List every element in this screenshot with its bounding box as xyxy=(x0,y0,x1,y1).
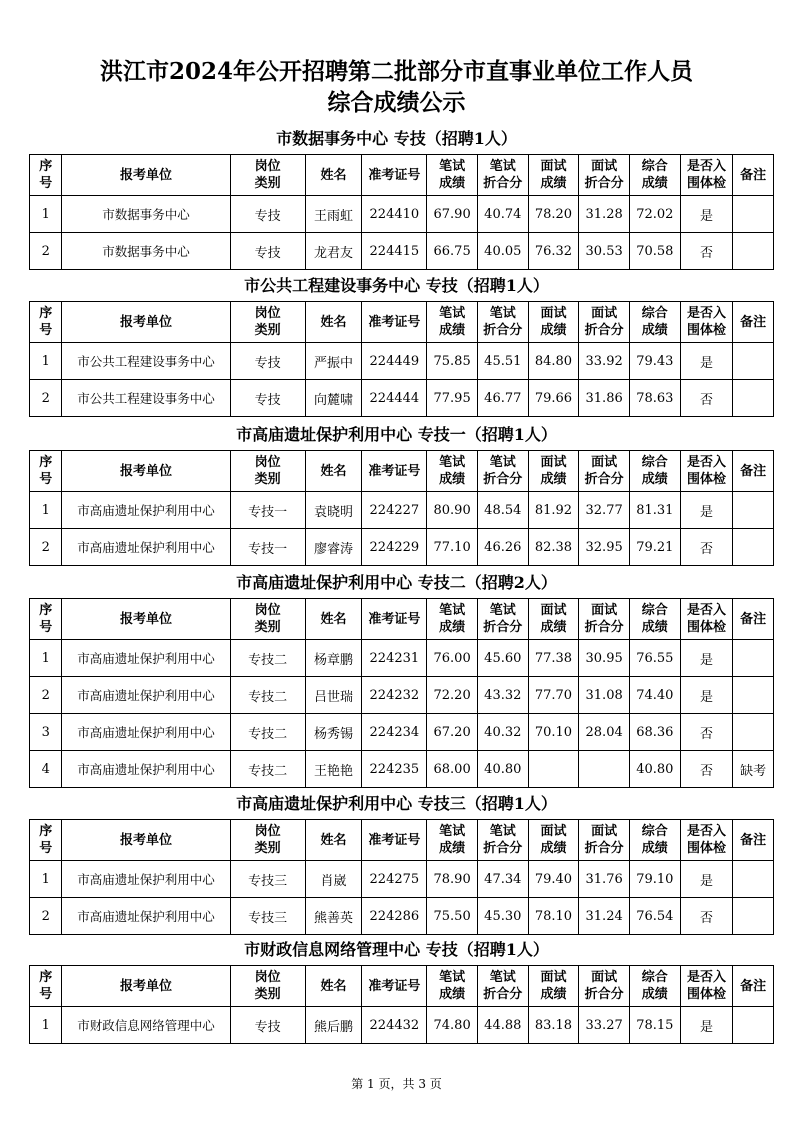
header-row xyxy=(30,155,774,196)
section-title: 市财政信息网络管理中心 专技（招聘1人） xyxy=(244,940,549,959)
table-cell: 79.66 xyxy=(528,380,579,417)
table-cell: 77.95 xyxy=(427,380,478,417)
table-cell: 224231 xyxy=(362,640,427,677)
table-cell: 31.76 xyxy=(579,861,630,898)
table-row xyxy=(30,343,774,380)
table-cell: 1 xyxy=(30,343,62,380)
header-row xyxy=(30,599,774,640)
table-cell: 否 xyxy=(680,233,733,270)
results-table xyxy=(29,301,774,417)
table-cell: 44.88 xyxy=(477,1007,528,1044)
section-title: 市高庙遗址保护利用中心 专技二（招聘2人） xyxy=(236,573,557,592)
table-cell: 67.90 xyxy=(427,196,478,233)
table-cell: 78.20 xyxy=(528,196,579,233)
table-cell: 专技 xyxy=(230,196,305,233)
table-cell xyxy=(733,861,774,898)
column-header: 报考单位 xyxy=(62,451,230,492)
table-cell: 是 xyxy=(680,1007,733,1044)
section-title: 市公共工程建设事务中心 专技（招聘1人） xyxy=(244,276,549,295)
table-cell: 75.50 xyxy=(427,898,478,935)
table-cell: 市高庙遗址保护利用中心 xyxy=(62,492,230,529)
table-cell: 熊善英 xyxy=(305,898,362,935)
column-header: 笔试 成绩 xyxy=(427,451,478,492)
table-cell: 47.34 xyxy=(477,861,528,898)
table-cell: 1 xyxy=(30,861,62,898)
table-cell: 40.74 xyxy=(477,196,528,233)
table-row xyxy=(30,233,774,270)
table-cell: 33.27 xyxy=(579,1007,630,1044)
table-cell: 31.28 xyxy=(579,196,630,233)
table-cell: 81.31 xyxy=(629,492,680,529)
column-header: 面试 折合分 xyxy=(579,302,630,343)
header-row xyxy=(30,966,774,1007)
table-cell: 224432 xyxy=(362,1007,427,1044)
table-cell: 224232 xyxy=(362,677,427,714)
table-cell: 专技一 xyxy=(230,529,305,566)
table-cell: 68.36 xyxy=(629,714,680,751)
table-cell: 79.40 xyxy=(528,861,579,898)
column-header: 岗位 类别 xyxy=(230,599,305,640)
table-cell: 专技 xyxy=(230,343,305,380)
table-row xyxy=(30,1007,774,1044)
table-cell: 市公共工程建设事务中心 xyxy=(62,380,230,417)
table-cell: 专技二 xyxy=(230,714,305,751)
table-cell: 是 xyxy=(680,640,733,677)
table-cell xyxy=(733,640,774,677)
column-header: 报考单位 xyxy=(62,302,230,343)
table-cell: 否 xyxy=(680,751,733,788)
page-footer: 第 1 页，共 3 页 xyxy=(351,1077,442,1091)
column-header: 是否入 围体检 xyxy=(680,966,733,1007)
table-cell: 76.54 xyxy=(629,898,680,935)
column-header: 准考证号 xyxy=(362,302,427,343)
table-cell: 32.95 xyxy=(579,529,630,566)
column-header: 笔试 成绩 xyxy=(427,966,478,1007)
table-cell: 224444 xyxy=(362,380,427,417)
column-header: 备注 xyxy=(733,302,774,343)
table-cell: 是 xyxy=(680,343,733,380)
results-table xyxy=(29,819,774,935)
table-cell: 2 xyxy=(30,677,62,714)
column-header: 综合 成绩 xyxy=(629,820,680,861)
column-header: 面试 成绩 xyxy=(528,820,579,861)
table-cell: 48.54 xyxy=(477,492,528,529)
table-cell: 81.92 xyxy=(528,492,579,529)
table-cell: 31.24 xyxy=(579,898,630,935)
table-cell: 1 xyxy=(30,196,62,233)
column-header: 笔试 折合分 xyxy=(477,451,528,492)
table-row xyxy=(30,640,774,677)
column-header: 是否入 围体检 xyxy=(680,599,733,640)
table-cell: 224235 xyxy=(362,751,427,788)
table-cell: 80.90 xyxy=(427,492,478,529)
column-header: 面试 成绩 xyxy=(528,155,579,196)
column-header: 岗位 类别 xyxy=(230,155,305,196)
table-cell: 79.21 xyxy=(629,529,680,566)
table-cell: 廖睿涛 xyxy=(305,529,362,566)
column-header: 笔试 成绩 xyxy=(427,302,478,343)
table-cell: 70.58 xyxy=(629,233,680,270)
table-cell: 45.60 xyxy=(477,640,528,677)
column-header: 姓名 xyxy=(305,966,362,1007)
table-row xyxy=(30,492,774,529)
results-table xyxy=(29,154,774,270)
column-header: 综合 成绩 xyxy=(629,302,680,343)
column-header: 报考单位 xyxy=(62,966,230,1007)
table-cell: 2 xyxy=(30,380,62,417)
table-cell: 224227 xyxy=(362,492,427,529)
header-row xyxy=(30,302,774,343)
column-header: 岗位 类别 xyxy=(230,820,305,861)
table-cell: 专技二 xyxy=(230,640,305,677)
table-cell: 40.80 xyxy=(629,751,680,788)
table-cell: 31.86 xyxy=(579,380,630,417)
column-header: 面试 折合分 xyxy=(579,155,630,196)
table-cell: 76.55 xyxy=(629,640,680,677)
table-cell: 熊后鹏 xyxy=(305,1007,362,1044)
table-cell: 40.05 xyxy=(477,233,528,270)
table-cell: 45.30 xyxy=(477,898,528,935)
table-row xyxy=(30,529,774,566)
header-row xyxy=(30,820,774,861)
table-cell: 市高庙遗址保护利用中心 xyxy=(62,677,230,714)
table-cell: 是 xyxy=(680,677,733,714)
table-cell: 74.40 xyxy=(629,677,680,714)
column-header: 岗位 类别 xyxy=(230,966,305,1007)
column-header: 笔试 折合分 xyxy=(477,966,528,1007)
table-cell xyxy=(579,751,630,788)
column-header: 笔试 折合分 xyxy=(477,599,528,640)
table-cell: 市高庙遗址保护利用中心 xyxy=(62,898,230,935)
column-header: 是否入 围体检 xyxy=(680,451,733,492)
table-cell: 43.32 xyxy=(477,677,528,714)
table-row xyxy=(30,677,774,714)
table-cell: 67.20 xyxy=(427,714,478,751)
table-cell: 1 xyxy=(30,492,62,529)
column-header: 姓名 xyxy=(305,599,362,640)
table-cell: 是 xyxy=(680,196,733,233)
column-header: 备注 xyxy=(733,451,774,492)
table-cell: 224410 xyxy=(362,196,427,233)
table-cell: 王雨虹 xyxy=(305,196,362,233)
table-cell: 75.85 xyxy=(427,343,478,380)
table-cell: 缺考 xyxy=(733,751,774,788)
table-cell: 224275 xyxy=(362,861,427,898)
column-header: 面试 成绩 xyxy=(528,599,579,640)
table-row xyxy=(30,714,774,751)
table-cell: 专技 xyxy=(230,233,305,270)
table-cell xyxy=(733,492,774,529)
section-title: 市数据事务中心 专技（招聘1人） xyxy=(276,129,517,148)
column-header: 综合 成绩 xyxy=(629,599,680,640)
column-header: 序 号 xyxy=(30,599,62,640)
table-cell: 2 xyxy=(30,529,62,566)
section-title: 市高庙遗址保护利用中心 专技三（招聘1人） xyxy=(236,794,557,813)
column-header: 面试 折合分 xyxy=(579,820,630,861)
table-cell: 74.80 xyxy=(427,1007,478,1044)
table-cell: 市数据事务中心 xyxy=(62,196,230,233)
table-cell: 76.00 xyxy=(427,640,478,677)
column-header: 岗位 类别 xyxy=(230,302,305,343)
table-cell: 专技三 xyxy=(230,898,305,935)
table-cell: 78.63 xyxy=(629,380,680,417)
table-cell: 市财政信息网络管理中心 xyxy=(62,1007,230,1044)
table-cell: 68.00 xyxy=(427,751,478,788)
table-cell: 市公共工程建设事务中心 xyxy=(62,343,230,380)
column-header: 面试 折合分 xyxy=(579,599,630,640)
table-cell: 袁晓明 xyxy=(305,492,362,529)
document-subtitle: 综合成绩公示 xyxy=(327,89,466,116)
column-header: 姓名 xyxy=(305,155,362,196)
table-cell: 市高庙遗址保护利用中心 xyxy=(62,861,230,898)
table-row xyxy=(30,861,774,898)
table-cell: 专技 xyxy=(230,1007,305,1044)
table-cell: 224234 xyxy=(362,714,427,751)
table-cell: 1 xyxy=(30,640,62,677)
table-cell: 79.10 xyxy=(629,861,680,898)
table-cell: 向麓啸 xyxy=(305,380,362,417)
column-header: 姓名 xyxy=(305,302,362,343)
column-header: 姓名 xyxy=(305,451,362,492)
table-cell: 否 xyxy=(680,380,733,417)
column-header: 准考证号 xyxy=(362,451,427,492)
column-header: 笔试 成绩 xyxy=(427,155,478,196)
column-header: 面试 折合分 xyxy=(579,966,630,1007)
table-row xyxy=(30,898,774,935)
table-cell: 吕世瑞 xyxy=(305,677,362,714)
table-cell: 专技二 xyxy=(230,677,305,714)
table-cell xyxy=(733,380,774,417)
table-cell: 1 xyxy=(30,1007,62,1044)
table-cell: 77.10 xyxy=(427,529,478,566)
table-cell: 224229 xyxy=(362,529,427,566)
column-header: 序 号 xyxy=(30,966,62,1007)
column-header: 面试 成绩 xyxy=(528,966,579,1007)
table-cell: 市高庙遗址保护利用中心 xyxy=(62,714,230,751)
table-cell: 32.77 xyxy=(579,492,630,529)
table-cell: 79.43 xyxy=(629,343,680,380)
table-cell: 否 xyxy=(680,898,733,935)
table-cell: 72.20 xyxy=(427,677,478,714)
table-cell: 72.02 xyxy=(629,196,680,233)
column-header: 序 号 xyxy=(30,451,62,492)
table-cell: 30.95 xyxy=(579,640,630,677)
column-header: 准考证号 xyxy=(362,599,427,640)
table-cell: 专技一 xyxy=(230,492,305,529)
table-cell: 78.90 xyxy=(427,861,478,898)
column-header: 面试 折合分 xyxy=(579,451,630,492)
table-cell: 224415 xyxy=(362,233,427,270)
column-header: 是否入 围体检 xyxy=(680,302,733,343)
table-cell xyxy=(733,714,774,751)
table-cell: 77.70 xyxy=(528,677,579,714)
table-cell: 82.38 xyxy=(528,529,579,566)
column-header: 面试 成绩 xyxy=(528,451,579,492)
table-cell: 市高庙遗址保护利用中心 xyxy=(62,529,230,566)
table-cell: 杨章鹏 xyxy=(305,640,362,677)
table-cell: 专技 xyxy=(230,380,305,417)
header-row xyxy=(30,451,774,492)
table-cell: 77.38 xyxy=(528,640,579,677)
table-cell: 专技二 xyxy=(230,751,305,788)
table-cell: 否 xyxy=(680,714,733,751)
column-header: 综合 成绩 xyxy=(629,155,680,196)
table-cell xyxy=(733,196,774,233)
table-cell: 66.75 xyxy=(427,233,478,270)
column-header: 是否入 围体检 xyxy=(680,155,733,196)
table-cell xyxy=(733,233,774,270)
table-cell xyxy=(733,529,774,566)
table-cell: 王艳艳 xyxy=(305,751,362,788)
table-cell: 78.10 xyxy=(528,898,579,935)
column-header: 准考证号 xyxy=(362,820,427,861)
column-header: 综合 成绩 xyxy=(629,451,680,492)
table-cell: 30.53 xyxy=(579,233,630,270)
table-row xyxy=(30,196,774,233)
column-header: 备注 xyxy=(733,599,774,640)
table-cell: 肖崴 xyxy=(305,861,362,898)
table-cell: 是 xyxy=(680,492,733,529)
table-cell: 专技三 xyxy=(230,861,305,898)
table-cell xyxy=(733,343,774,380)
column-header: 报考单位 xyxy=(62,155,230,196)
column-header: 报考单位 xyxy=(62,599,230,640)
table-cell: 是 xyxy=(680,861,733,898)
table-cell xyxy=(733,898,774,935)
table-row xyxy=(30,380,774,417)
column-header: 笔试 折合分 xyxy=(477,302,528,343)
column-header: 笔试 成绩 xyxy=(427,599,478,640)
table-row xyxy=(30,751,774,788)
table-cell: 2 xyxy=(30,233,62,270)
column-header: 笔试 成绩 xyxy=(427,820,478,861)
results-table xyxy=(29,965,774,1044)
table-cell xyxy=(733,1007,774,1044)
table-cell xyxy=(733,677,774,714)
table-cell: 4 xyxy=(30,751,62,788)
table-cell: 3 xyxy=(30,714,62,751)
column-header: 准考证号 xyxy=(362,966,427,1007)
column-header: 准考证号 xyxy=(362,155,427,196)
table-cell: 2 xyxy=(30,898,62,935)
results-table xyxy=(29,450,774,566)
table-cell: 市高庙遗址保护利用中心 xyxy=(62,640,230,677)
table-cell: 28.04 xyxy=(579,714,630,751)
table-cell: 70.10 xyxy=(528,714,579,751)
column-header: 岗位 类别 xyxy=(230,451,305,492)
column-header: 序 号 xyxy=(30,155,62,196)
table-cell: 46.77 xyxy=(477,380,528,417)
column-header: 姓名 xyxy=(305,820,362,861)
table-cell: 龙君友 xyxy=(305,233,362,270)
table-cell: 224449 xyxy=(362,343,427,380)
table-cell: 杨秀锡 xyxy=(305,714,362,751)
column-header: 序 号 xyxy=(30,820,62,861)
column-header: 综合 成绩 xyxy=(629,966,680,1007)
column-header: 报考单位 xyxy=(62,820,230,861)
column-header: 备注 xyxy=(733,155,774,196)
table-cell: 市数据事务中心 xyxy=(62,233,230,270)
table-cell: 40.80 xyxy=(477,751,528,788)
section-title: 市高庙遗址保护利用中心 专技一（招聘1人） xyxy=(236,425,557,444)
column-header: 是否入 围体检 xyxy=(680,820,733,861)
table-cell: 严振中 xyxy=(305,343,362,380)
table-cell: 76.32 xyxy=(528,233,579,270)
table-cell xyxy=(528,751,579,788)
table-cell: 市高庙遗址保护利用中心 xyxy=(62,751,230,788)
table-cell: 46.26 xyxy=(477,529,528,566)
results-table xyxy=(29,598,774,788)
column-header: 笔试 折合分 xyxy=(477,820,528,861)
table-cell: 83.18 xyxy=(528,1007,579,1044)
table-cell: 224286 xyxy=(362,898,427,935)
table-cell: 78.15 xyxy=(629,1007,680,1044)
table-cell: 否 xyxy=(680,529,733,566)
column-header: 备注 xyxy=(733,820,774,861)
column-header: 序 号 xyxy=(30,302,62,343)
document-title: 洪江市2024年公开招聘第二批部分市直事业单位工作人员 xyxy=(99,58,693,85)
column-header: 面试 成绩 xyxy=(528,302,579,343)
column-header: 笔试 折合分 xyxy=(477,155,528,196)
column-header: 备注 xyxy=(733,966,774,1007)
table-cell: 33.92 xyxy=(579,343,630,380)
table-cell: 84.80 xyxy=(528,343,579,380)
table-cell: 40.32 xyxy=(477,714,528,751)
table-cell: 45.51 xyxy=(477,343,528,380)
table-cell: 31.08 xyxy=(579,677,630,714)
